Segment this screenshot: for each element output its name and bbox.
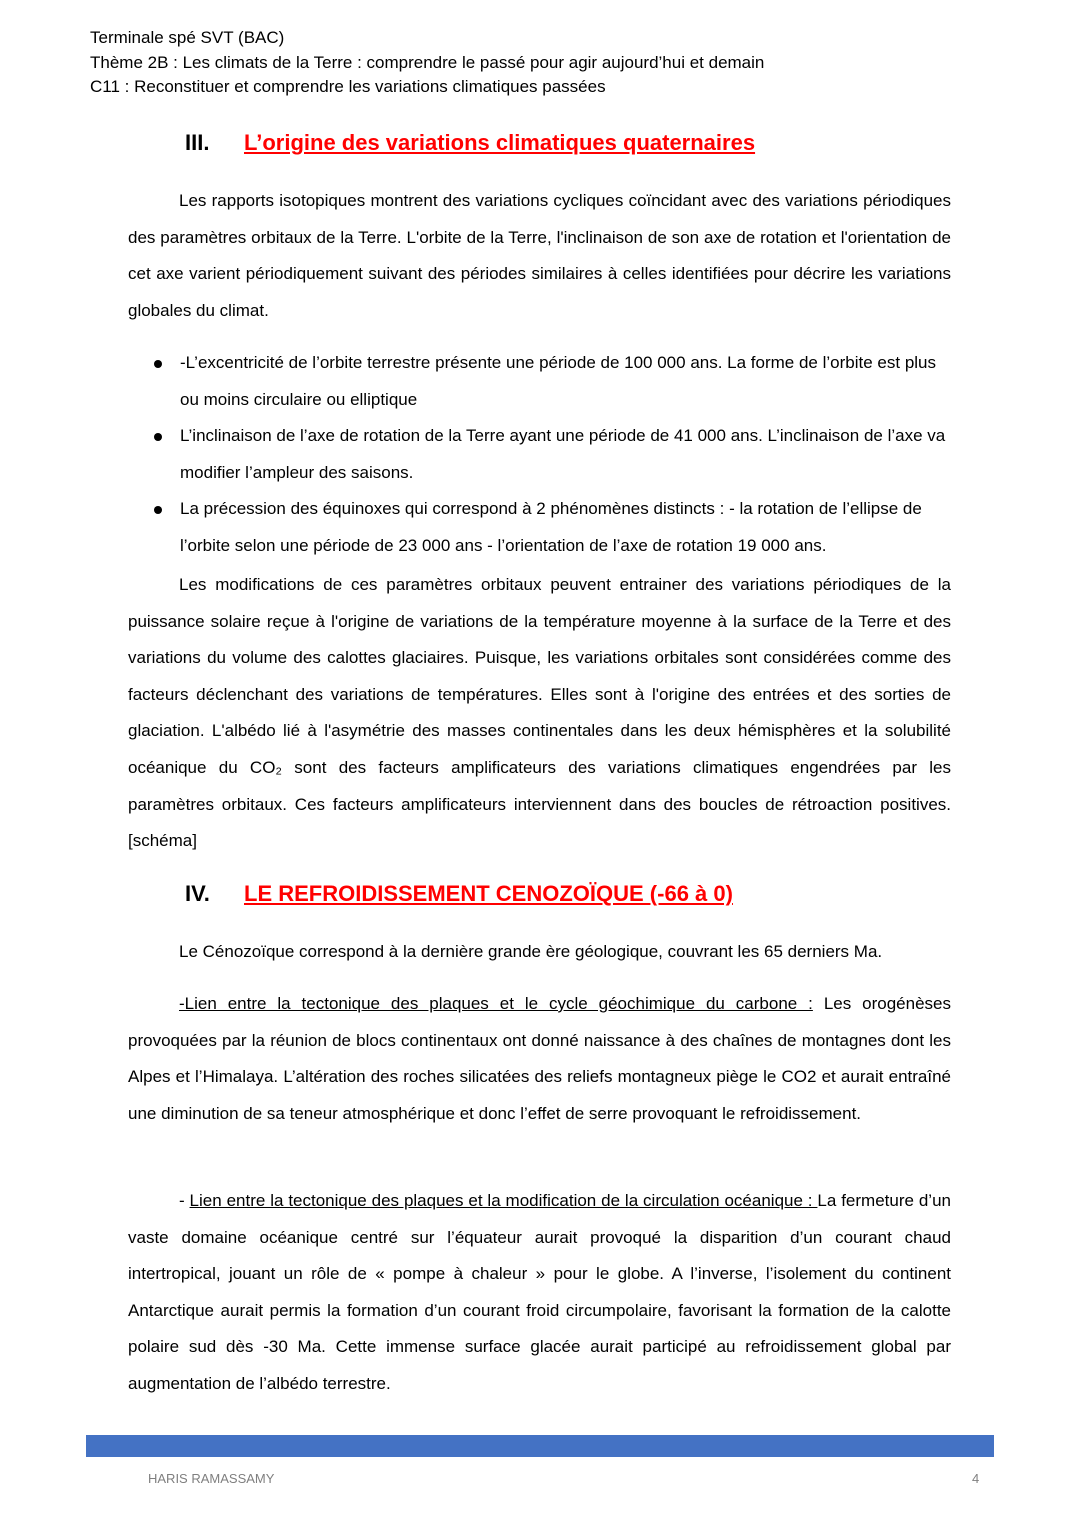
document-header xyxy=(90,26,764,100)
list-item-text: -L’excentricité de l’orbite terrestre présente une période de 100 000 ans. La forme de l’orbite est plus ou moins circulaire ou elliptique xyxy=(180,353,937,409)
header-chapter: C11 : Reconstituer et comprendre les variations climatiques passées xyxy=(90,77,606,96)
section-3-title: L’origine des variations climatiques quaternaires xyxy=(244,130,756,155)
carbon-cycle-paragraph xyxy=(128,986,951,1132)
bullet-icon xyxy=(154,433,162,441)
ocean-circulation-prefix: - xyxy=(179,1191,190,1210)
section-4-title: LE REFROIDISSEMENT CENOZOÏQUE (-66 à 0) xyxy=(244,881,733,906)
list-item-text: La précession des équinoxes qui correspond à 2 phénomènes distincts : - la rotation de l’ellipse de l’orbite selon une période de 23 000 ans - l’orientation de l’axe de rotation 19 000 ans. xyxy=(180,499,922,555)
bullet-icon xyxy=(154,506,162,514)
orbital-parameters-list xyxy=(150,345,951,565)
section-4-intro xyxy=(128,934,951,971)
ocean-circulation-heading: Lien entre la tectonique des plaques et la modification de la circulation océanique : xyxy=(189,1191,818,1210)
header-course: Terminale spé SVT (BAC) xyxy=(90,28,285,47)
section-4-number: IV. xyxy=(185,881,210,906)
section-3-intro xyxy=(128,183,951,329)
section-3-intro-text: Les rapports isotopiques montrent des variations cycliques coïncidant avec des variations périodiques des paramètres orbitaux de la Terre. L'orbite de la Terre, l'inclinaison de son axe de rotation et l'orientation de cet axe varient périodiquement suivant des périodes similaires à celles identifiées pour décrire les variations globales du climat. xyxy=(128,191,951,320)
list-item xyxy=(150,491,951,564)
section-3-conclusion xyxy=(128,567,951,860)
section-4-heading xyxy=(185,881,733,907)
bullet-icon xyxy=(154,360,162,368)
ocean-circulation-text: La fermeture d’un vaste domaine océanique centré sur l’équateur aurait provoqué la disparition d’un courant chaud intertropical, jouant un rôle de « pompe à chaleur » pour le globe. A l’inverse, l’isolement du continent Antarctique aurait permis la formation d’un courant froid circumpolaire, favorisant la formation de la calotte polaire sud dès -30 Ma. Cette immense surface glacée aurait participé au refroidissement global par augmentation de l’albédo terrestre. xyxy=(128,1191,951,1393)
list-item xyxy=(150,418,951,491)
list-item xyxy=(150,345,951,418)
carbon-cycle-heading: -Lien entre la tectonique des plaques et le cycle géochimique du carbone : xyxy=(179,994,813,1013)
header-theme: Thème 2B : Les climats de la Terre : comprendre le passé pour agir aujourd’hui et demain xyxy=(90,52,765,72)
page-number: 4 xyxy=(972,1471,980,1486)
list-item-text: L’inclinaison de l’axe de rotation de la Terre ayant une période de 41 000 ans. L’inclinaison de l’axe va modifier l’ampleur des saisons. xyxy=(180,426,946,482)
section-4-intro-text: Le Cénozoïque correspond à la dernière grande ère géologique, couvrant les 65 derniers Ma. xyxy=(179,942,883,961)
section-3-conclusion-text: Les modifications de ces paramètres orbitaux peuvent entrainer des variations périodiques de la puissance solaire reçue à l'origine de variations de la température moyenne à la surface de la Terre et des variations du volume des calottes glaciaires. Puisque, les variations orbitales sont considérées comme des facteurs déclenchant des variations de températures. Elles sont à l'origine des entrées et des sorties de glaciation. L'albédo lié à l'asymétrie des masses continentales dans les deux hémisphères et la solubilité océanique du CO₂ sont des facteurs amplificateurs des variations climatiques engendrées par les paramètres orbitaux. Ces facteurs amplificateurs interviennent dans des boucles de rétroaction positives. [schéma] xyxy=(128,575,951,851)
footer-author: HARIS RAMASSAMY xyxy=(148,1471,275,1486)
section-3-heading xyxy=(185,130,755,156)
section-3-number: III. xyxy=(185,130,210,155)
footer-bar xyxy=(86,1435,994,1457)
ocean-circulation-paragraph xyxy=(128,1183,951,1403)
carbon-cycle-text: Les orogénèses provoquées par la réunion de blocs continentaux ont donné naissance à des chaînes de montagnes dont les Alpes et l’Himalaya. L’altération des roches silicatées des reliefs montagneux piège le CO2 et aurait entraîné une diminution de sa teneur atmosphérique et donc l’effet de serre provoquant le refroidissement. xyxy=(128,994,951,1123)
